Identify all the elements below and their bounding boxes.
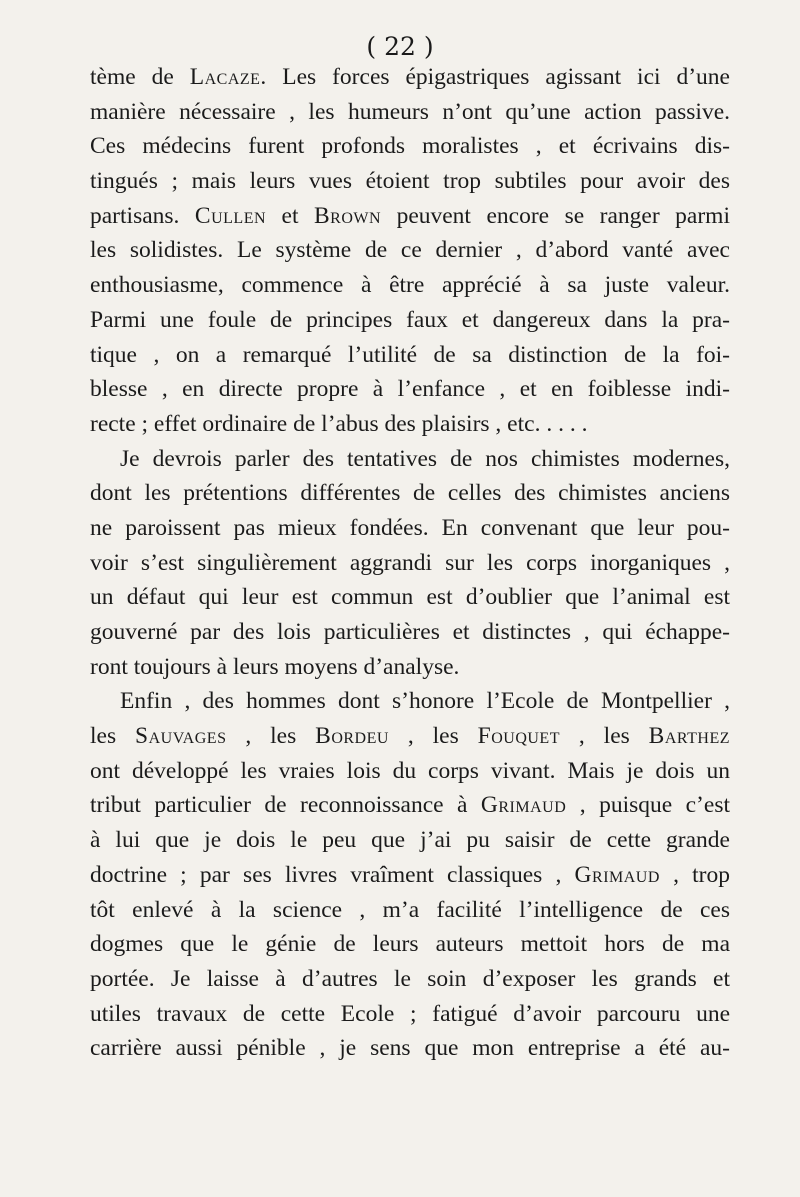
text-run: dogmes que le génie de leurs auteurs mettoit hors de ma xyxy=(90,931,730,958)
text-line xyxy=(90,893,730,928)
text-run: manière nécessaire , les humeurs n’ont qu’une action passive. xyxy=(90,98,730,125)
text-run: doctrine ; par ses livres vraîment classiques , xyxy=(90,861,575,888)
text-run: gouverné par des lois particulières et distinctes , qui échappe- xyxy=(90,619,730,645)
text-run: tingués ; mais leurs vues étoient trop subtiles pour avoir des xyxy=(90,168,730,195)
text-run: un défaut qui leur est commun est d’oublier que l’animal est xyxy=(90,584,730,611)
text-run: voir s’est singulièrement aggrandi sur les corps inorganiques , xyxy=(90,549,730,576)
body-text xyxy=(90,60,730,1066)
text-run: portée. Je laisse à d’autres le soin d’exposer les grands et xyxy=(90,965,730,992)
text-run: , les xyxy=(388,723,478,750)
text-line xyxy=(90,95,730,130)
text-line xyxy=(90,823,730,858)
text-line xyxy=(90,442,730,477)
proper-name: Fouquet xyxy=(477,723,560,750)
text-line xyxy=(90,164,730,199)
text-line xyxy=(90,962,730,997)
text-line xyxy=(90,719,730,754)
text-run: dont les prétentions différentes de celles des chimistes anciens xyxy=(90,480,730,507)
text-line xyxy=(90,303,730,338)
text-line xyxy=(90,684,730,719)
text-line xyxy=(90,476,730,511)
text-run: utiles travaux de cette Ecole ; fatigué d’avoir parcouru une xyxy=(90,1000,730,1027)
text-run: les xyxy=(90,723,136,750)
text-line xyxy=(90,754,730,789)
text-run: , les xyxy=(226,723,316,750)
text-line xyxy=(90,268,730,303)
text-line xyxy=(90,338,730,373)
text-run: Parmi une foule de principes faux et dangereux dans la pra- xyxy=(90,306,730,333)
text-run: partisans. xyxy=(90,202,195,229)
text-run: à lui que je dois le peu que j’ai pu saisir de cette grande xyxy=(90,827,730,854)
text-run: Ces médecins furent profonds moralistes , et écrivains dis- xyxy=(90,133,730,160)
text-line xyxy=(90,858,730,893)
text-run: ont développé les vraies lois du corps vivant. Mais je dois un xyxy=(90,757,730,784)
text-line xyxy=(90,927,730,962)
proper-name: Cullen xyxy=(194,202,267,229)
proper-name: Bordeu xyxy=(315,723,389,750)
text-run: Je devrois parler des tentatives de nos chimistes modernes, xyxy=(120,445,730,472)
text-run: et xyxy=(266,202,314,229)
text-run: carrière aussi pénible , je sens que mon entreprise a été au- xyxy=(90,1035,730,1062)
text-run: tique , on a remarqué l’utilité de sa distinction de la foi- xyxy=(90,341,730,368)
text-run: tème de xyxy=(90,64,190,90)
text-line xyxy=(90,233,730,268)
text-run: tôt enlevé à la science , m’a facilité l’intelligence de ces xyxy=(90,896,730,923)
proper-name: Barthez xyxy=(648,723,730,750)
text-run: , trop xyxy=(659,861,730,888)
text-run: peuvent encore se ranger parmi xyxy=(381,202,730,229)
text-line xyxy=(90,60,730,95)
proper-name: Lacaze xyxy=(189,64,261,90)
text-line xyxy=(90,511,730,546)
proper-name: Grimaud xyxy=(480,792,567,819)
text-run: , puisque c’est xyxy=(566,792,730,819)
text-run: recte ; effet ordinaire de l’abus des plaisirs , etc. . . . . xyxy=(90,410,588,437)
text-line xyxy=(90,199,730,234)
text-run: ront toujours à leurs moyens d’analyse. xyxy=(90,653,460,680)
text-line xyxy=(90,580,730,615)
text-line xyxy=(90,546,730,581)
text-run: enthousiasme, commence à être apprécié à sa juste valeur. xyxy=(90,272,730,299)
text-run: , les xyxy=(559,723,649,750)
text-run: Enfin , des hommes dont s’honore l’Ecole de Montpellier , xyxy=(120,688,730,715)
proper-name: Grimaud xyxy=(574,861,660,888)
text-run: . Les forces épigastriques agissant ici d’une xyxy=(260,64,730,90)
proper-name: Brown xyxy=(314,202,382,229)
text-line xyxy=(90,788,730,823)
text-line xyxy=(90,650,730,685)
text-run: tribut particulier de reconnoissance à xyxy=(90,792,481,819)
text-line xyxy=(90,997,730,1032)
text-run: blesse , en directe propre à l’enfance , et en foiblesse indi- xyxy=(90,376,730,403)
page-number: ( 22 ) xyxy=(366,32,434,61)
text-line xyxy=(90,129,730,164)
proper-name: Sauvages xyxy=(135,723,227,750)
text-line xyxy=(90,407,730,442)
text-run: les solidistes. Le système de ce dernier , d’abord vanté avec xyxy=(90,237,730,264)
text-line xyxy=(90,372,730,407)
text-line xyxy=(90,1031,730,1066)
text-run: ne paroissent pas mieux fondées. En convenant que leur pou- xyxy=(90,514,730,541)
text-line xyxy=(90,615,730,650)
